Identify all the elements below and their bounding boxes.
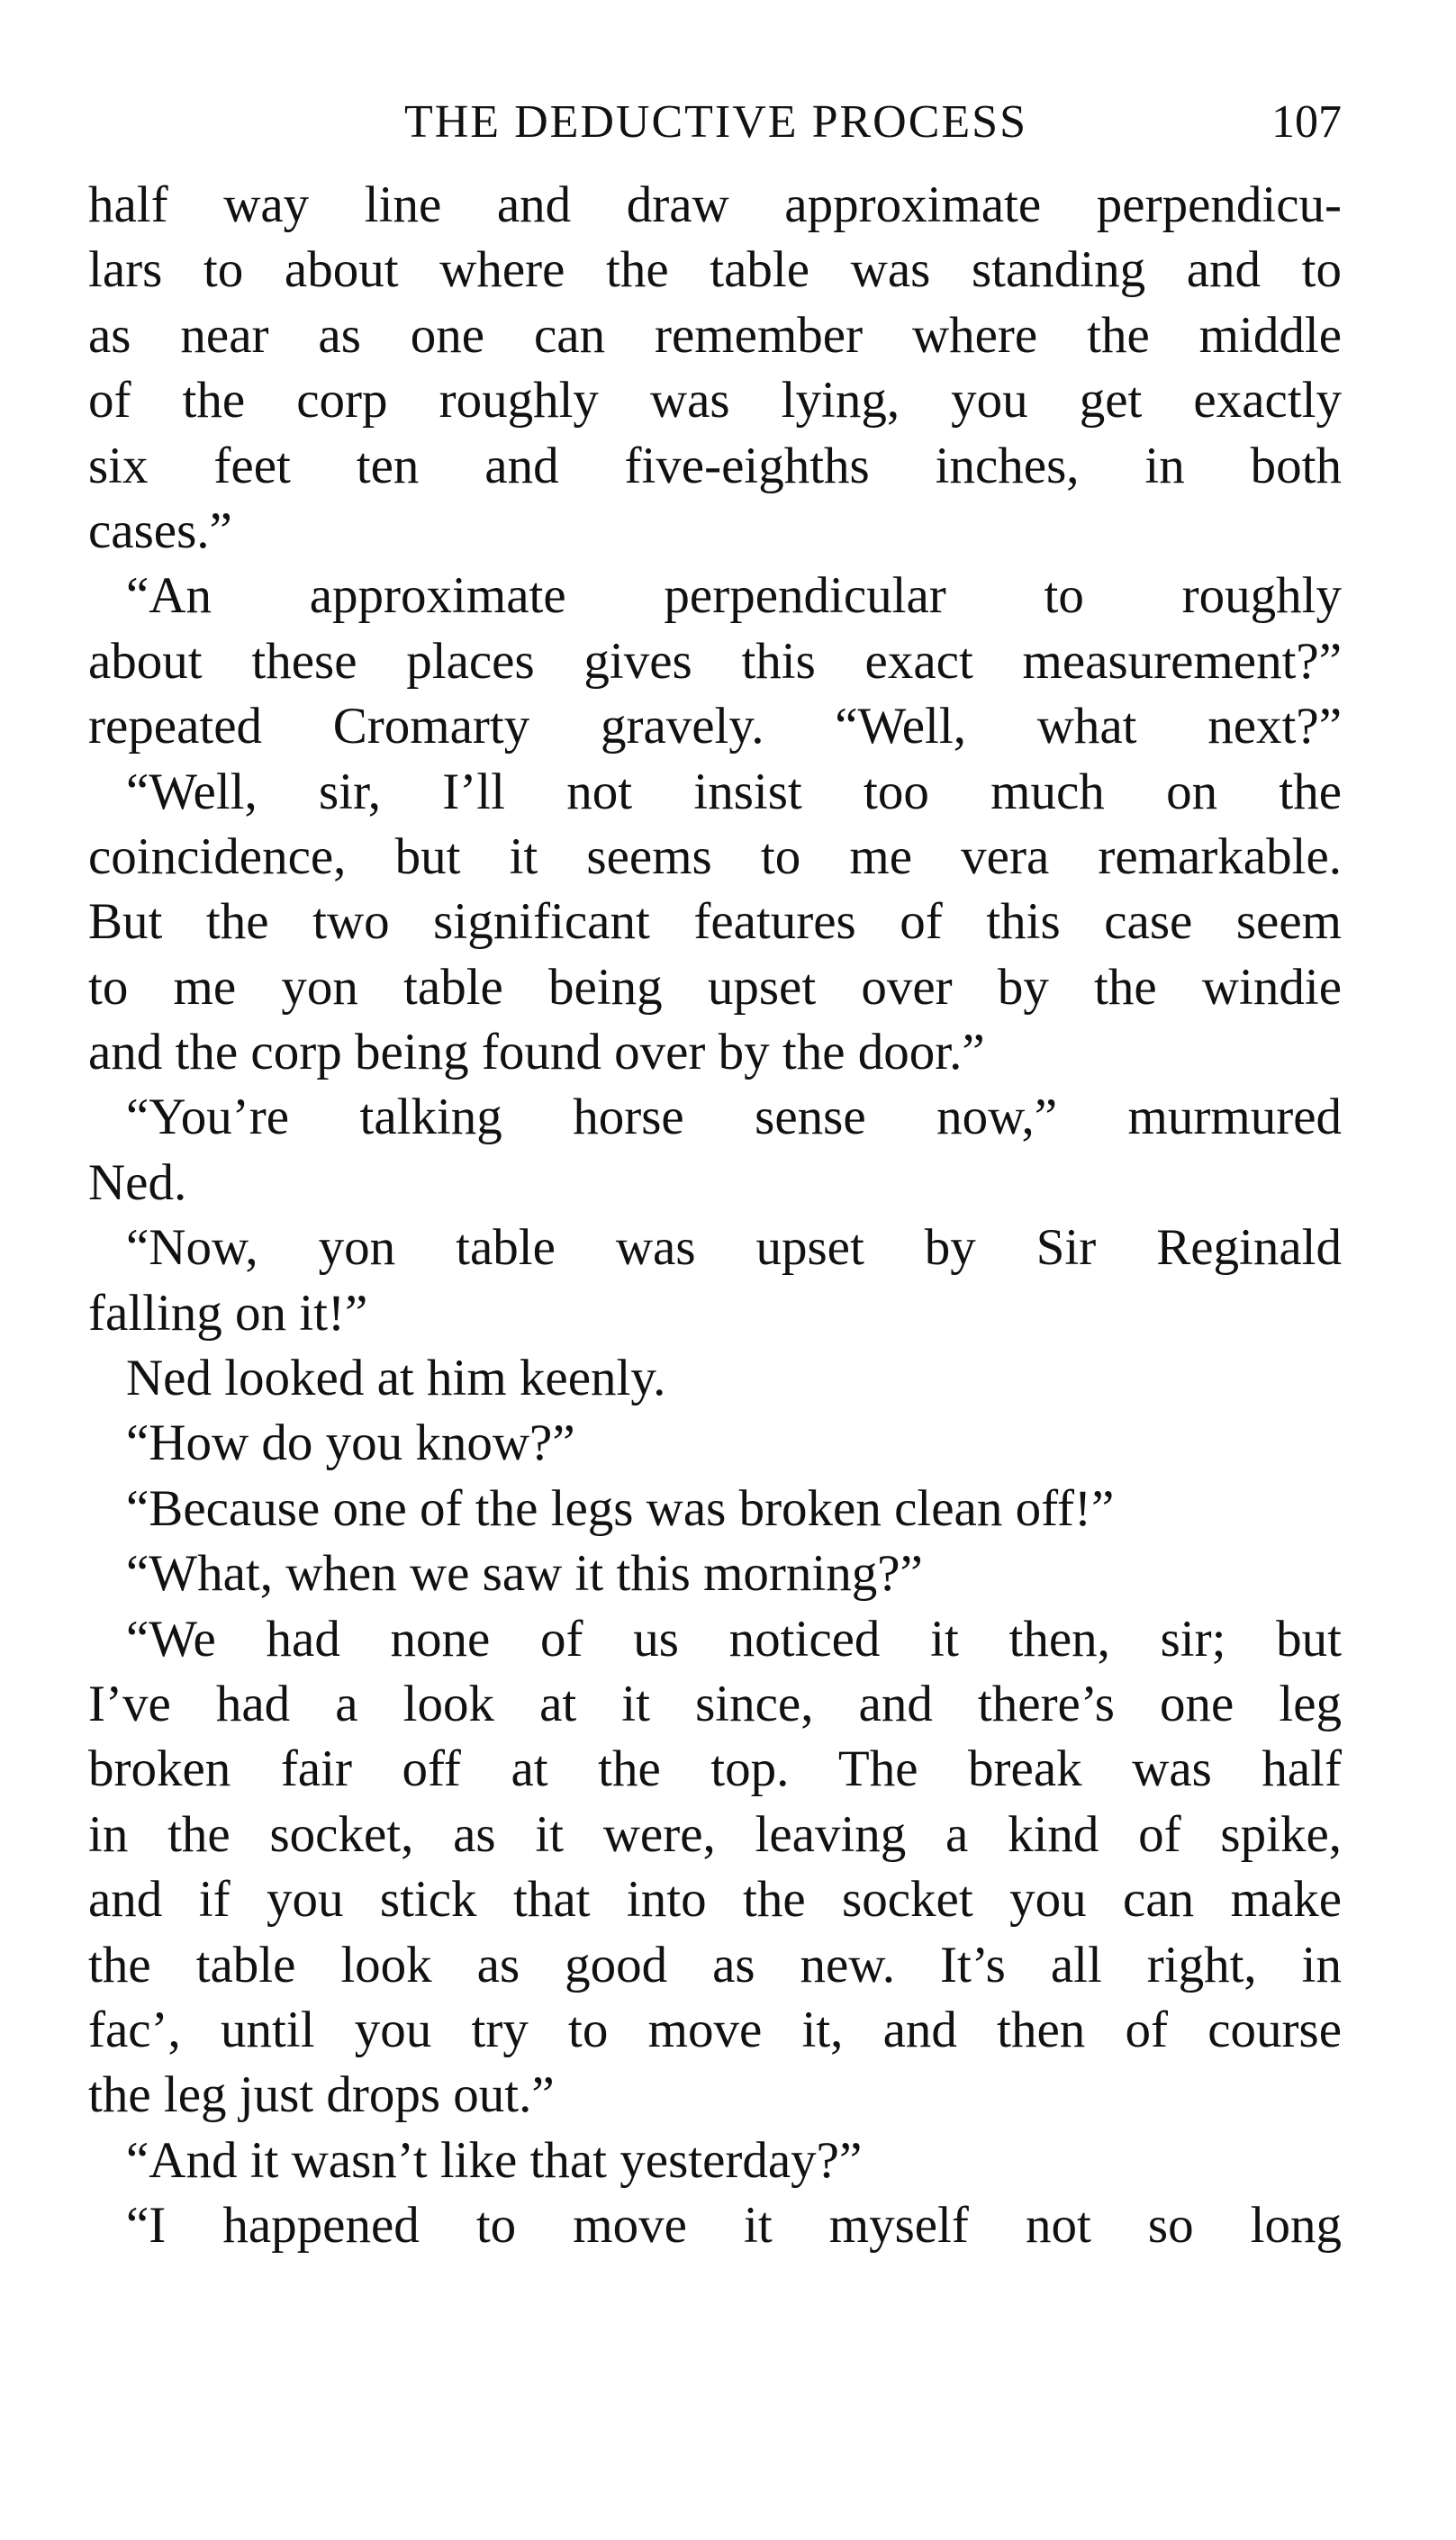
text-line: lars to about where the table was standing and to [88,241,1342,299]
text-line: to me yon table being upset over by the windie [88,958,1342,1016]
text-line: But the two significant features of this case seem [88,893,1342,951]
text-line: coincidence, but it seems to me vera remarkable. [88,827,1342,885]
text-line: as near as one can remember where the middle [88,306,1342,364]
text-line: and if you stick that into the socket you can make [88,1871,1342,1929]
running-head [90,90,1342,155]
text-line: the leg just drops out.” [88,2066,555,2124]
text-line: in the socket, as it were, leaving a kind of spike, [88,1805,1342,1863]
text-line: “Well, sir, I’ll not insist too much on the [126,763,1342,820]
text-line: “What, when we saw it this morning?” [126,1545,923,1603]
text-line: “Because one of the legs was broken clean off!” [126,1479,1115,1537]
text-line: cases.” [88,502,232,559]
text-line: “We had none of us noticed it then, sir; but [126,1610,1342,1668]
text-line: the table look as good as new. It’s all right, in [88,1936,1342,1993]
text-line: “I happened to move it myself not so long [126,2197,1342,2255]
text-line: “Now, yon table was upset by Sir Reginald [126,1219,1342,1277]
page-number: 107 [1271,96,1342,148]
text-line: six feet ten and five-eighths inches, in both [88,437,1342,494]
text-line: falling on it!” [88,1284,368,1342]
text-line: “You’re talking horse sense now,” murmured [126,1089,1342,1146]
text-line: and the corp being found over by the door.” [88,1024,985,1081]
text-line: about these places gives this exact measurement?” [88,632,1342,690]
text-line: Ned. [88,1153,187,1211]
text-line: fac’, until you try to move it, and then of course [88,2001,1342,2058]
text-line: half way line and draw approximate perpendicu- [88,176,1342,233]
text-line: “An approximate perpendicular to roughly [126,567,1342,625]
text-line: “And it wasn’t like that yesterday?” [126,2131,863,2189]
text-line: repeated Cromarty gravely. “Well, what next?” [88,698,1342,755]
text-line: of the corp roughly was lying, you get exactly [88,372,1342,429]
running-title: THE DEDUCTIVE PROCESS [403,96,1028,148]
text-line: Ned looked at him keenly. [126,1350,666,1407]
text-line: “How do you know?” [126,1415,575,1472]
body-text [88,173,1342,2259]
text-line: broken fair off at the top. The break was half [88,1740,1342,1798]
text-line: I’ve had a look at it since, and there’s one leg [88,1675,1342,1732]
